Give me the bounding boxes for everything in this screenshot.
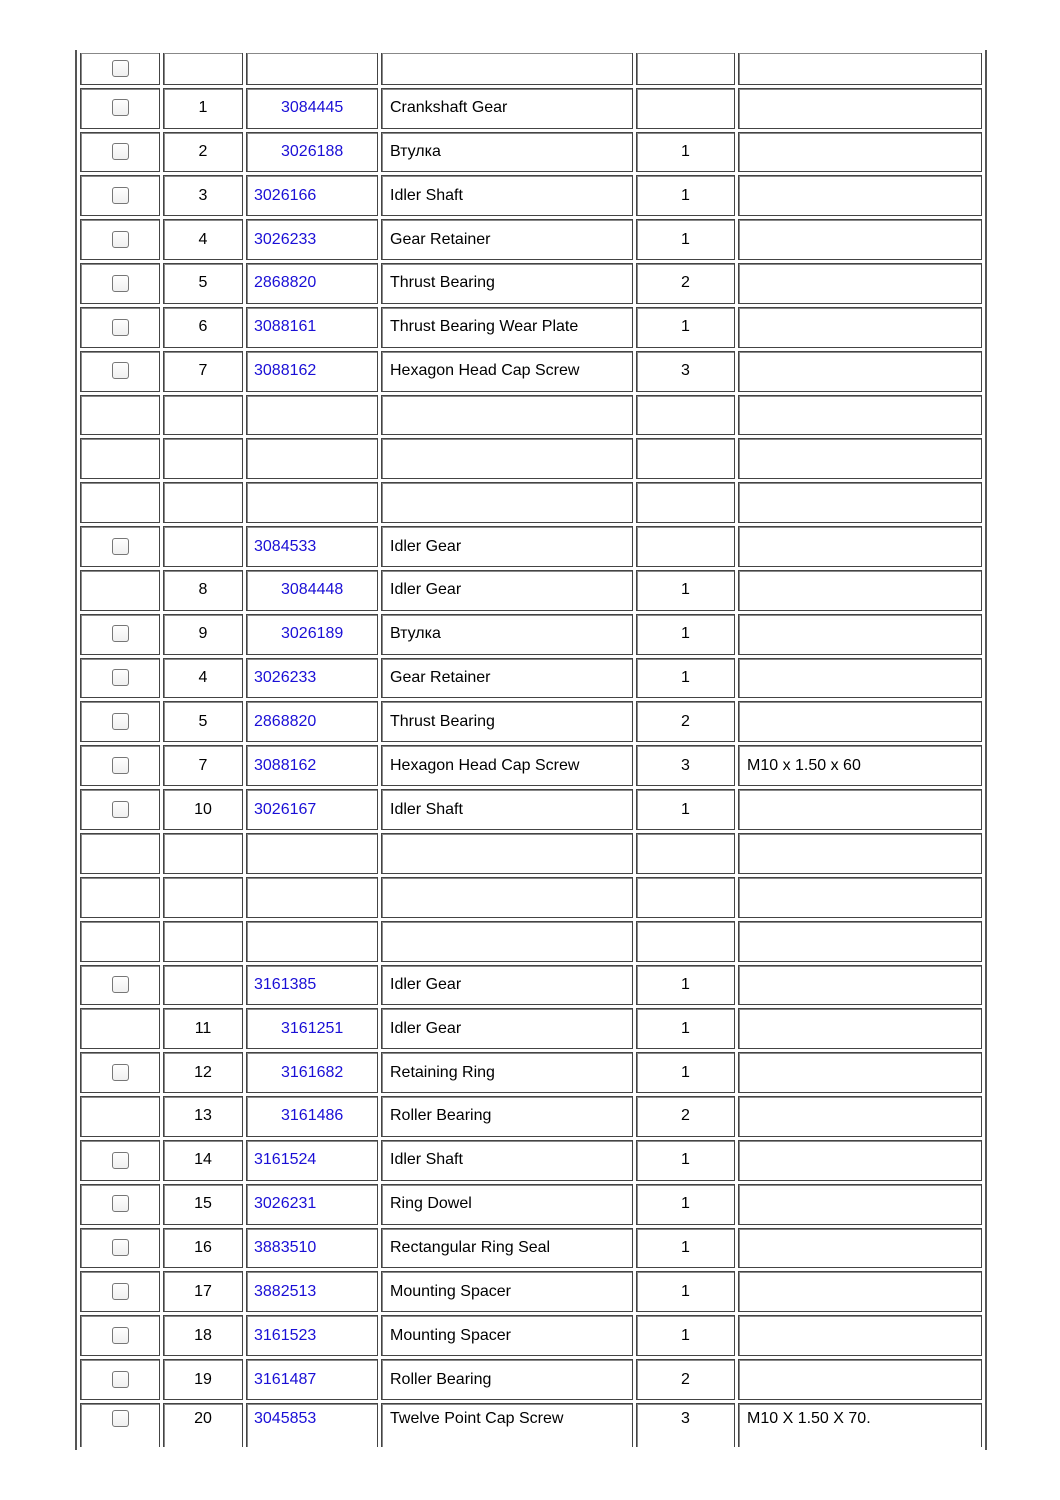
quantity-cell: 1 xyxy=(636,789,735,830)
description-cell xyxy=(381,877,633,918)
note-cell xyxy=(738,614,982,655)
description-cell: Rectangular Ring Seal xyxy=(381,1228,633,1269)
part-number-cell xyxy=(246,570,378,611)
table-row xyxy=(80,965,982,1006)
quantity-cell: 1 xyxy=(636,132,735,173)
description-cell: Ring Dowel xyxy=(381,1184,633,1225)
table-row xyxy=(80,1052,982,1093)
row-checkbox[interactable] xyxy=(112,362,129,379)
row-checkbox[interactable] xyxy=(112,1239,129,1256)
item-number-cell: 10 xyxy=(163,789,243,830)
description-cell xyxy=(381,482,633,523)
part-number-cell xyxy=(246,658,378,699)
table-row xyxy=(80,307,982,348)
part-number-cell xyxy=(246,263,378,304)
part-number-cell xyxy=(246,745,378,786)
part-number-link[interactable]: 2868820 xyxy=(254,274,317,292)
part-number-link[interactable]: 3045853 xyxy=(254,1409,317,1427)
select-cell xyxy=(80,965,160,1006)
note-cell xyxy=(738,1315,982,1356)
quantity-cell: 1 xyxy=(636,307,735,348)
quantity-cell xyxy=(636,53,735,85)
description-cell: Thrust Bearing Wear Plate xyxy=(381,307,633,348)
row-checkbox[interactable] xyxy=(112,1152,129,1169)
select-cell xyxy=(80,1228,160,1269)
part-number-cell xyxy=(246,1184,378,1225)
quantity-cell xyxy=(636,833,735,874)
part-number-cell xyxy=(246,1271,378,1312)
select-cell xyxy=(80,175,160,216)
quantity-cell: 1 xyxy=(636,570,735,611)
part-number-link[interactable]: 3161251 xyxy=(281,1019,344,1037)
description-cell xyxy=(381,833,633,874)
part-number-link[interactable]: 3161682 xyxy=(281,1063,344,1081)
quantity-cell: 3 xyxy=(636,351,735,392)
quantity-cell: 2 xyxy=(636,1359,735,1400)
note-cell xyxy=(738,1008,982,1049)
note-cell xyxy=(738,307,982,348)
item-number-cell: 13 xyxy=(163,1096,243,1137)
part-number-cell xyxy=(246,789,378,830)
quantity-cell xyxy=(636,877,735,918)
note-cell xyxy=(738,877,982,918)
item-number-cell xyxy=(163,833,243,874)
note-cell xyxy=(738,1096,982,1137)
part-number-link[interactable]: 3084448 xyxy=(281,581,344,599)
part-number-cell xyxy=(246,833,378,874)
quantity-cell: 1 xyxy=(636,175,735,216)
row-checkbox[interactable] xyxy=(112,713,129,730)
part-number-cell xyxy=(246,1403,378,1447)
note-cell xyxy=(738,1184,982,1225)
row-checkbox[interactable] xyxy=(112,801,129,818)
item-number-cell: 4 xyxy=(163,219,243,260)
note-cell xyxy=(738,351,982,392)
table-row xyxy=(80,1184,982,1225)
table-row xyxy=(80,53,982,85)
table-row xyxy=(80,701,982,742)
part-number-cell xyxy=(246,1008,378,1049)
note-cell xyxy=(738,395,982,436)
select-cell xyxy=(80,132,160,173)
part-number-link[interactable]: 3088162 xyxy=(254,362,317,380)
item-number-cell: 20 xyxy=(163,1403,243,1447)
select-cell xyxy=(80,789,160,830)
part-number-link[interactable]: 3161487 xyxy=(254,1370,317,1388)
description-cell: Crankshaft Gear xyxy=(381,88,633,129)
part-number-link[interactable]: 3088161 xyxy=(254,318,317,336)
part-number-link[interactable]: 2868820 xyxy=(254,712,317,730)
select-cell xyxy=(80,701,160,742)
select-cell xyxy=(80,88,160,129)
select-cell xyxy=(80,570,160,611)
item-number-cell: 5 xyxy=(163,701,243,742)
select-cell xyxy=(80,482,160,523)
select-cell xyxy=(80,351,160,392)
quantity-cell: 1 xyxy=(636,658,735,699)
quantity-cell: 1 xyxy=(636,1184,735,1225)
select-cell xyxy=(80,438,160,479)
part-number-link[interactable]: 3883510 xyxy=(254,1239,317,1257)
note-cell: M10 X 1.50 X 70. xyxy=(738,1403,982,1447)
select-cell xyxy=(80,1052,160,1093)
item-number-cell xyxy=(163,877,243,918)
table-row xyxy=(80,614,982,655)
row-checkbox[interactable] xyxy=(112,143,129,160)
note-cell xyxy=(738,132,982,173)
description-cell: Idler Gear xyxy=(381,526,633,567)
select-cell xyxy=(80,526,160,567)
note-cell xyxy=(738,53,982,85)
item-number-cell xyxy=(163,526,243,567)
table-row xyxy=(80,88,982,129)
part-number-link[interactable]: 3026233 xyxy=(254,669,317,687)
table-row xyxy=(80,219,982,260)
part-number-cell xyxy=(246,1052,378,1093)
note-cell xyxy=(738,219,982,260)
description-cell: Gear Retainer xyxy=(381,658,633,699)
part-number-cell xyxy=(246,88,378,129)
description-cell: Twelve Point Cap Screw xyxy=(381,1403,633,1447)
part-number-link[interactable]: 3161523 xyxy=(254,1326,317,1344)
description-cell: Idler Shaft xyxy=(381,1140,633,1181)
quantity-cell xyxy=(636,921,735,962)
quantity-cell: 1 xyxy=(636,1008,735,1049)
part-number-link[interactable]: 3026233 xyxy=(254,230,317,248)
note-cell xyxy=(738,701,982,742)
row-checkbox[interactable] xyxy=(112,538,129,555)
part-number-cell xyxy=(246,351,378,392)
note-cell xyxy=(738,1271,982,1312)
item-number-cell: 3 xyxy=(163,175,243,216)
item-number-cell xyxy=(163,395,243,436)
row-checkbox[interactable] xyxy=(112,1283,129,1300)
item-number-cell: 16 xyxy=(163,1228,243,1269)
quantity-cell xyxy=(636,395,735,436)
description-cell: Втулка xyxy=(381,132,633,173)
select-cell xyxy=(80,745,160,786)
table-row xyxy=(80,175,982,216)
description-cell: Mounting Spacer xyxy=(381,1271,633,1312)
table-row xyxy=(80,395,982,436)
item-number-cell: 1 xyxy=(163,88,243,129)
part-number-link[interactable]: 3026166 xyxy=(254,186,317,204)
quantity-cell: 1 xyxy=(636,1315,735,1356)
table-row xyxy=(80,789,982,830)
row-checkbox[interactable] xyxy=(112,757,129,774)
table-row xyxy=(80,1140,982,1181)
table-row xyxy=(80,1359,982,1400)
table-row xyxy=(80,526,982,567)
table-row xyxy=(80,570,982,611)
part-number-link[interactable]: 3161385 xyxy=(254,975,317,993)
part-number-link[interactable]: 3084445 xyxy=(281,99,344,117)
select-cell xyxy=(80,395,160,436)
description-cell: Roller Bearing xyxy=(381,1359,633,1400)
note-cell xyxy=(738,263,982,304)
description-cell: Idler Shaft xyxy=(381,175,633,216)
description-cell: Idler Gear xyxy=(381,965,633,1006)
row-checkbox[interactable] xyxy=(112,1371,129,1388)
table-row xyxy=(80,745,982,786)
item-number-cell xyxy=(163,482,243,523)
row-checkbox[interactable] xyxy=(112,625,129,642)
description-cell: Thrust Bearing xyxy=(381,701,633,742)
description-cell: Thrust Bearing xyxy=(381,263,633,304)
select-cell xyxy=(80,263,160,304)
table-row xyxy=(80,132,982,173)
note-cell xyxy=(738,1228,982,1269)
select-cell xyxy=(80,1315,160,1356)
row-checkbox[interactable] xyxy=(112,60,129,77)
part-number-cell xyxy=(246,175,378,216)
table-row xyxy=(80,1403,982,1447)
description-cell: Roller Bearing xyxy=(381,1096,633,1137)
table-row xyxy=(80,482,982,523)
note-cell xyxy=(738,833,982,874)
item-number-cell xyxy=(163,965,243,1006)
part-number-cell xyxy=(246,1140,378,1181)
quantity-cell xyxy=(636,526,735,567)
note-cell xyxy=(738,1140,982,1181)
row-checkbox[interactable] xyxy=(112,1410,129,1427)
parts-table xyxy=(75,50,987,1450)
note-cell xyxy=(738,1052,982,1093)
item-number-cell: 15 xyxy=(163,1184,243,1225)
quantity-cell xyxy=(636,438,735,479)
table-row xyxy=(80,438,982,479)
quantity-cell: 2 xyxy=(636,263,735,304)
select-cell xyxy=(80,1359,160,1400)
item-number-cell: 7 xyxy=(163,351,243,392)
description-cell xyxy=(381,395,633,436)
description-cell: Mounting Spacer xyxy=(381,1315,633,1356)
part-number-cell xyxy=(246,701,378,742)
part-number-link[interactable]: 3084533 xyxy=(254,537,317,555)
select-cell xyxy=(80,1403,160,1447)
row-checkbox[interactable] xyxy=(112,231,129,248)
note-cell xyxy=(738,789,982,830)
row-checkbox[interactable] xyxy=(112,1327,129,1344)
select-cell xyxy=(80,921,160,962)
item-number-cell: 4 xyxy=(163,658,243,699)
note-cell: M10 x 1.50 x 60 xyxy=(738,745,982,786)
quantity-cell: 1 xyxy=(636,1052,735,1093)
note-cell xyxy=(738,88,982,129)
select-cell xyxy=(80,1096,160,1137)
note-cell xyxy=(738,921,982,962)
quantity-cell: 1 xyxy=(636,1271,735,1312)
description-cell: Втулка xyxy=(381,614,633,655)
description-cell xyxy=(381,53,633,85)
description-cell: Hexagon Head Cap Screw xyxy=(381,745,633,786)
parts-table-body xyxy=(80,53,982,1447)
note-cell xyxy=(738,482,982,523)
item-number-cell: 12 xyxy=(163,1052,243,1093)
part-number-cell xyxy=(246,877,378,918)
part-number-cell xyxy=(246,1228,378,1269)
item-number-cell: 11 xyxy=(163,1008,243,1049)
description-cell xyxy=(381,921,633,962)
part-number-cell xyxy=(246,53,378,85)
table-row xyxy=(80,1228,982,1269)
part-number-cell xyxy=(246,132,378,173)
item-number-cell: 2 xyxy=(163,132,243,173)
select-cell xyxy=(80,614,160,655)
quantity-cell xyxy=(636,88,735,129)
table-row xyxy=(80,263,982,304)
part-number-cell xyxy=(246,921,378,962)
quantity-cell: 2 xyxy=(636,701,735,742)
part-number-cell xyxy=(246,482,378,523)
table-row xyxy=(80,1315,982,1356)
note-cell xyxy=(738,175,982,216)
item-number-cell: 14 xyxy=(163,1140,243,1181)
select-cell xyxy=(80,219,160,260)
part-number-link[interactable]: 3088162 xyxy=(254,756,317,774)
table-row xyxy=(80,921,982,962)
part-number-cell xyxy=(246,1096,378,1137)
table-row xyxy=(80,351,982,392)
item-number-cell: 9 xyxy=(163,614,243,655)
part-number-cell xyxy=(246,438,378,479)
row-checkbox[interactable] xyxy=(112,1064,129,1081)
description-cell: Idler Shaft xyxy=(381,789,633,830)
table-row xyxy=(80,658,982,699)
part-number-link[interactable]: 3026188 xyxy=(281,142,344,160)
part-number-link[interactable]: 3026189 xyxy=(281,625,344,643)
quantity-cell: 1 xyxy=(636,965,735,1006)
part-number-cell xyxy=(246,526,378,567)
table-row xyxy=(80,1096,982,1137)
select-cell xyxy=(80,53,160,85)
part-number-link[interactable]: 3882513 xyxy=(254,1282,317,1300)
description-cell: Gear Retainer xyxy=(381,219,633,260)
part-number-cell xyxy=(246,965,378,1006)
row-checkbox[interactable] xyxy=(112,99,129,116)
row-checkbox[interactable] xyxy=(112,319,129,336)
description-cell: Hexagon Head Cap Screw xyxy=(381,351,633,392)
item-number-cell: 7 xyxy=(163,745,243,786)
quantity-cell: 3 xyxy=(636,745,735,786)
item-number-cell: 18 xyxy=(163,1315,243,1356)
row-checkbox[interactable] xyxy=(112,275,129,292)
table-row xyxy=(80,833,982,874)
note-cell xyxy=(738,965,982,1006)
select-cell xyxy=(80,1140,160,1181)
quantity-cell: 1 xyxy=(636,219,735,260)
quantity-cell: 2 xyxy=(636,1096,735,1137)
part-number-link[interactable]: 3026167 xyxy=(254,800,317,818)
note-cell xyxy=(738,438,982,479)
item-number-cell: 8 xyxy=(163,570,243,611)
part-number-cell xyxy=(246,614,378,655)
select-cell xyxy=(80,1008,160,1049)
part-number-cell xyxy=(246,1359,378,1400)
row-checkbox[interactable] xyxy=(112,976,129,993)
select-cell xyxy=(80,877,160,918)
table-row xyxy=(80,877,982,918)
quantity-cell xyxy=(636,482,735,523)
part-number-cell xyxy=(246,1315,378,1356)
select-cell xyxy=(80,1184,160,1225)
item-number-cell: 19 xyxy=(163,1359,243,1400)
row-checkbox[interactable] xyxy=(112,669,129,686)
quantity-cell: 3 xyxy=(636,1403,735,1447)
part-number-cell xyxy=(246,307,378,348)
row-checkbox[interactable] xyxy=(112,187,129,204)
item-number-cell xyxy=(163,921,243,962)
note-cell xyxy=(738,526,982,567)
part-number-cell xyxy=(246,395,378,436)
description-cell: Idler Gear xyxy=(381,1008,633,1049)
description-cell xyxy=(381,438,633,479)
item-number-cell xyxy=(163,438,243,479)
select-cell xyxy=(80,307,160,348)
select-cell xyxy=(80,833,160,874)
table-row xyxy=(80,1008,982,1049)
select-cell xyxy=(80,658,160,699)
item-number-cell: 6 xyxy=(163,307,243,348)
note-cell xyxy=(738,658,982,699)
part-number-link[interactable]: 3161486 xyxy=(281,1107,344,1125)
description-cell: Idler Gear xyxy=(381,570,633,611)
part-number-link[interactable]: 3161524 xyxy=(254,1151,317,1169)
part-number-cell xyxy=(246,219,378,260)
table-row xyxy=(80,1271,982,1312)
note-cell xyxy=(738,1359,982,1400)
note-cell xyxy=(738,570,982,611)
quantity-cell: 1 xyxy=(636,1228,735,1269)
quantity-cell: 1 xyxy=(636,614,735,655)
row-checkbox[interactable] xyxy=(112,1195,129,1212)
select-cell xyxy=(80,1271,160,1312)
quantity-cell: 1 xyxy=(636,1140,735,1181)
part-number-link[interactable]: 3026231 xyxy=(254,1195,317,1213)
item-number-cell: 17 xyxy=(163,1271,243,1312)
description-cell: Retaining Ring xyxy=(381,1052,633,1093)
item-number-cell xyxy=(163,53,243,85)
item-number-cell: 5 xyxy=(163,263,243,304)
